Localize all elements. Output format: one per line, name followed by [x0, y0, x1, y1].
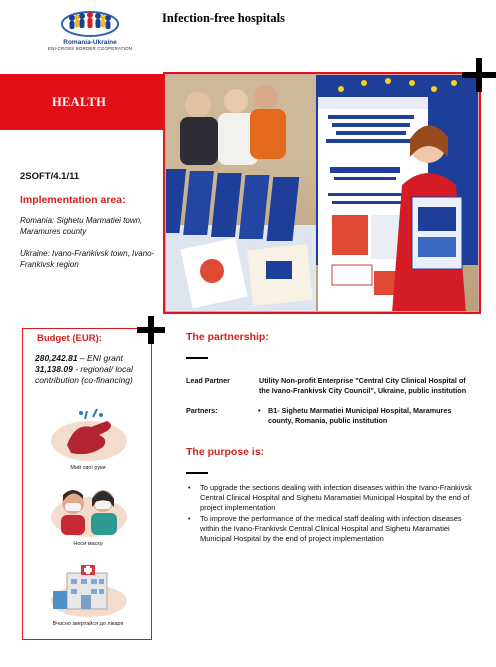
budget-title: Budget (EUR):: [37, 333, 102, 344]
implementation-ukraine: Ukraine: Ivano-Frankivsk town, Ivano- Frankivsk region: [20, 249, 155, 269]
bullet: •: [188, 483, 191, 492]
partnership-heading: The partnership:: [186, 331, 269, 343]
partners-label: Partners:: [186, 406, 218, 415]
info-campaign-photo: [166, 75, 479, 312]
implementation-romania: Romania: Sighetu Marmatiei town, Maramures county: [20, 216, 143, 236]
lead-partner-value: Utility Non-profit Enterprise "Central City Clinical Hospital of the Ivano-Frankivsk City Council", Ukraine, public institution: [259, 376, 467, 395]
hospital-building-icon: [45, 557, 131, 619]
purpose-item: [186, 483, 478, 513]
purpose-heading: The purpose is:: [186, 446, 265, 458]
section-dash: [186, 357, 208, 359]
purpose-item: [186, 514, 478, 544]
implementation-heading: Implementation area:: [20, 194, 126, 206]
budget-eni-text: – ENI grant: [77, 353, 123, 363]
partner-value: B1- Sighetu Marmatiei Municipal Hospital, Maramures county, Romania, public institution: [268, 406, 452, 425]
caption-see-doctor: Вчасно звертайся до лікаря: [52, 621, 124, 627]
health-label: HEALTH: [52, 95, 107, 109]
logo-name: Romania-Ukraine: [63, 39, 117, 46]
budget-eni-amount: 280,242.81: [35, 353, 78, 363]
project-photo: [165, 74, 479, 312]
page-title: Infection-free hospitals: [162, 11, 286, 25]
lead-partner-label: Lead Partner: [186, 376, 230, 385]
purpose-text: To improve the performance of the medical staff dealing with infection diseases within the Ivano-Frankivsk Central Clinical Hospital and Sighetu Maramatiei Municipal Hospital by the end of project implementation: [200, 514, 462, 543]
logo-subtitle: ENI-CROSS BORDER COOPERATION: [47, 46, 133, 51]
plus-cross-icon: [137, 316, 165, 344]
caption-wear-mask: Носи маску: [73, 541, 103, 547]
budget-box: [22, 328, 152, 640]
purpose-list: [186, 483, 478, 545]
purpose-text: To upgrade the sections dealing with infection diseases within the Ivano-Frankivsk Central Clinical Hospital and Sighetu Maramatiei Municipal Hospital by the end of project implementation: [200, 483, 472, 512]
budget-cofin-text: - regional/ local contribution (co-financing): [35, 364, 133, 385]
section-dash: [186, 472, 208, 474]
budget-cofinancing: [35, 364, 151, 385]
caption-wash-hands: Мий свої руки: [70, 465, 106, 471]
budget-eni: [35, 353, 123, 363]
program-logo: [38, 8, 142, 64]
budget-cofin-amount: 31,138.09: [35, 364, 73, 374]
project-code: 2SOFT/4.1/11: [20, 171, 80, 182]
face-mask-icon: [45, 477, 131, 539]
people-circle-logo-icon: [58, 8, 122, 38]
hand-washing-icon: [45, 401, 131, 463]
plus-cross-icon: [462, 58, 496, 92]
partner-bullet: •: [258, 406, 261, 415]
bullet: •: [188, 514, 191, 523]
